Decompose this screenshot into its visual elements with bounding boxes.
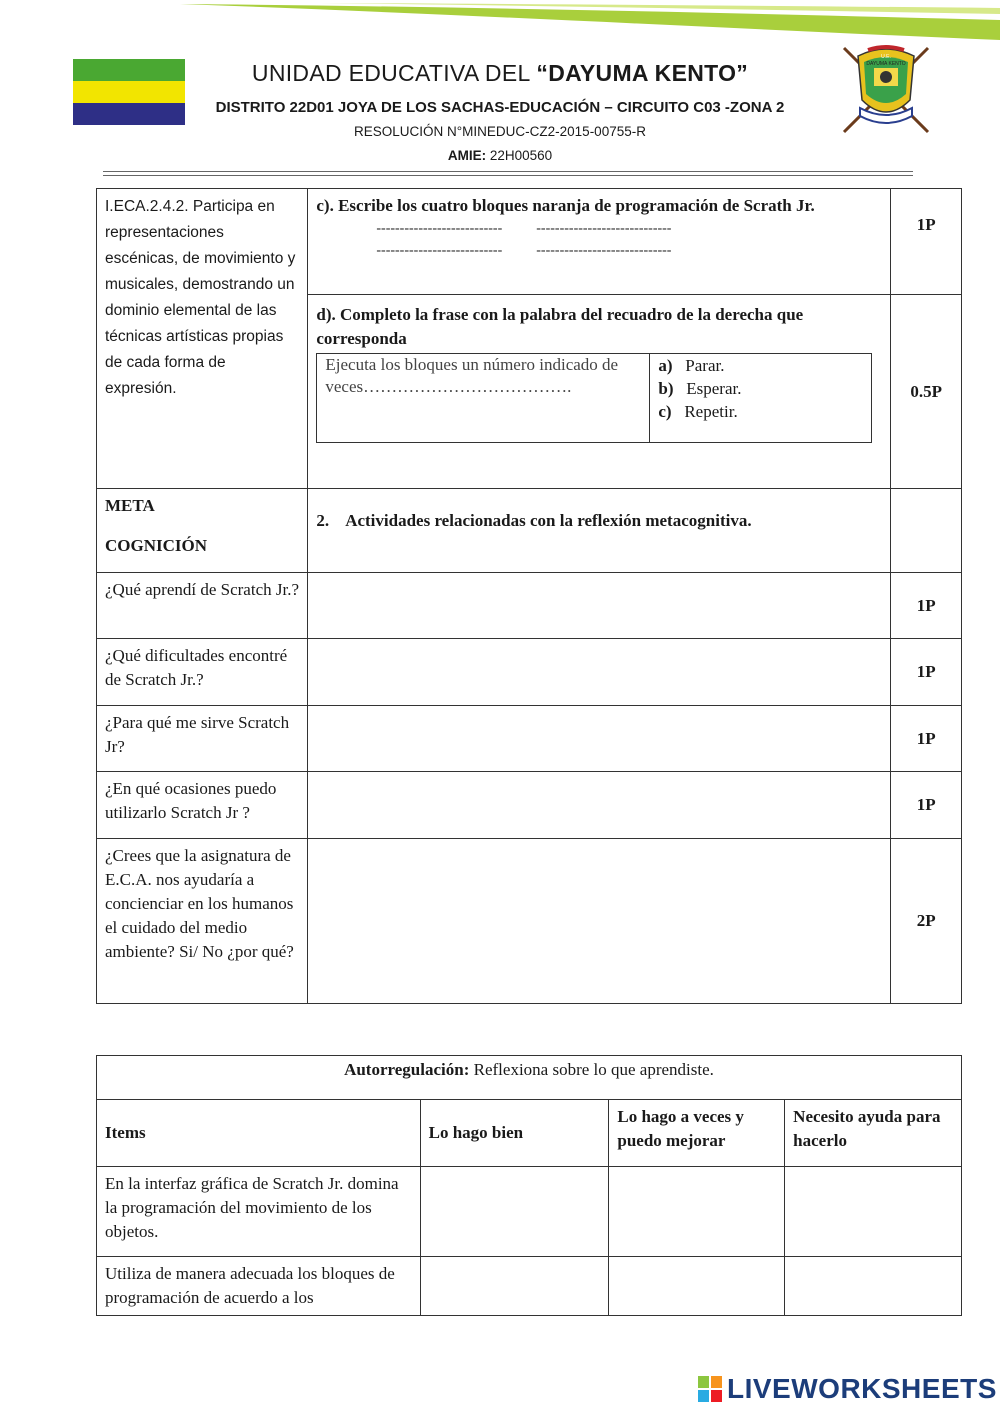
item-row-1-sometimes[interactable] <box>609 1167 785 1257</box>
crest-text-top: U.E. <box>881 54 891 60</box>
question-1-cell <box>97 573 308 639</box>
liveworksheets-brand: LIVEWORKSHEETS <box>727 1373 997 1404</box>
item-d-box <box>316 353 872 443</box>
header-need-help: Necesito ayuda para hacerlo <box>785 1100 962 1167</box>
item-d-cell <box>308 295 891 489</box>
option-a-text: Parar. <box>685 356 725 375</box>
question-2-text: ¿Qué dificultades encontré de Scratch Jr.? <box>105 646 288 689</box>
option-b-letter: b) <box>658 379 674 398</box>
answer-1-cell[interactable] <box>308 573 891 639</box>
answer-5-cell[interactable] <box>308 839 891 1004</box>
item-row-2-text: Utiliza de manera adecuada los bloques de programación de acuerdo a los <box>97 1257 421 1316</box>
item-c-points: 1P <box>891 189 962 295</box>
header-items: Items <box>97 1100 421 1167</box>
amie-value: 22H00560 <box>489 148 553 163</box>
meta-heading: Actividades relacionadas con la reflexión metacognitiva. <box>345 511 752 530</box>
question-3-text: ¿Para qué me sirve Scratch Jr? <box>105 713 290 756</box>
meta-label-2: COGNICIÓN <box>105 536 208 555</box>
question-4-text: ¿En qué ocasiones puedo utilizarlo Scratch Jr ? <box>105 779 277 822</box>
item-d-sentence-box <box>317 354 650 442</box>
header-rule-1 <box>103 171 913 172</box>
item-c-cell <box>308 189 891 295</box>
option-a-letter: a) <box>658 356 673 375</box>
amie-line <box>0 148 1000 163</box>
question-1-points: 1P <box>891 573 962 639</box>
question-1-text: ¿Qué aprendí de Scratch Jr.? <box>105 580 299 599</box>
self-regulation-table <box>96 1055 962 1316</box>
indicator-cell <box>97 189 308 489</box>
school-title-name: “DAYUMA KENTO” <box>536 60 749 86</box>
meta-heading-num: 2. <box>316 511 330 530</box>
liveworksheets-icon <box>697 1375 723 1403</box>
item-row-1-need-help[interactable] <box>785 1167 962 1257</box>
answer-2-cell[interactable] <box>308 639 891 706</box>
item-row-1-do-well[interactable] <box>420 1167 609 1257</box>
item-row-2-sometimes[interactable] <box>609 1257 785 1316</box>
question-5-points: 2P <box>891 839 962 1004</box>
answer-blank-3[interactable]: --------------------------- <box>376 243 503 258</box>
crest-text-name: DAYUMA KENTO <box>866 61 906 67</box>
amie-label: AMIE: <box>447 148 487 163</box>
resolution-line: RESOLUCIÓN N°MINEDUC-CZ2-2015-00755-R <box>354 124 646 139</box>
answer-3-cell[interactable] <box>308 706 891 772</box>
option-b[interactable] <box>658 377 741 400</box>
option-a[interactable] <box>658 354 741 377</box>
evaluation-table <box>96 188 962 1004</box>
question-3-points: 1P <box>891 706 962 772</box>
meta-heading-cell <box>308 489 891 573</box>
option-c-letter: c) <box>658 402 672 421</box>
answer-blank-4[interactable]: ----------------------------- <box>536 243 672 258</box>
question-5-text: ¿Crees que la asignatura de E.C.A. nos ayudaría a concienciar en los humanos el cuidado del medio ambiente? Si/ No ¿por qué? <box>105 846 294 961</box>
self-regulation-title <box>97 1056 962 1100</box>
question-2-points: 1P <box>891 639 962 706</box>
option-b-text: Esperar. <box>686 379 742 398</box>
liveworksheets-logo <box>697 1373 997 1405</box>
item-d-question: d). Completo la frase con la palabra del recuadro de la derecha que corresponda <box>316 305 804 348</box>
meta-points-cell <box>891 489 962 573</box>
district-line: DISTRITO 22D01 JOYA DE LOS SACHAS-EDUCACIÓN – CIRCUITO C03 -ZONA 2 <box>215 99 785 116</box>
answer-4-cell[interactable] <box>308 772 891 839</box>
option-c-text: Repetir. <box>684 402 738 421</box>
header-rule-2 <box>103 175 913 176</box>
indicator-text: I.ECA.2.4.2. Participa en representaciones escénicas, de movimiento y musicales, demostrando un dominio elemental de las técnicas artísticas propias de cada forma de expresión. <box>105 198 296 397</box>
header-do-well: Lo hago bien <box>420 1100 609 1167</box>
item-d-sentence[interactable]: Ejecuta los bloques un número indicado de veces………………………………. <box>325 355 619 396</box>
option-c[interactable] <box>658 400 741 423</box>
item-row-1-text: En la interfaz gráfica de Scratch Jr. domina la programación del movimiento de los objetos. <box>97 1167 421 1257</box>
school-title-prefix: UNIDAD EDUCATIVA DEL <box>251 60 537 86</box>
school-title <box>0 60 1000 87</box>
item-row-2-do-well[interactable] <box>420 1257 609 1316</box>
meta-label-cell <box>97 489 308 573</box>
answer-blank-2[interactable]: ----------------------------- <box>536 221 672 236</box>
meta-label-1: META <box>105 496 155 515</box>
question-4-points: 1P <box>891 772 962 839</box>
self-regulation-title-rest: Reflexiona sobre lo que aprendiste. <box>469 1060 714 1079</box>
item-c-question: c). Escribe los cuatro bloques naranja de programación de Scrath Jr. <box>316 196 815 215</box>
self-regulation-title-bold: Autorregulación: <box>344 1060 470 1079</box>
item-d-points: 0.5P <box>891 295 962 489</box>
question-5-cell <box>97 839 308 1004</box>
question-4-cell <box>97 772 308 839</box>
header-swoosh <box>0 0 1000 45</box>
item-d-options <box>650 354 749 442</box>
answer-blank-1[interactable]: --------------------------- <box>376 221 503 236</box>
question-2-cell <box>97 639 308 706</box>
question-3-cell <box>97 706 308 772</box>
header-sometimes: Lo hago a veces y puedo mejorar <box>609 1100 785 1167</box>
item-row-2-need-help[interactable] <box>785 1257 962 1316</box>
